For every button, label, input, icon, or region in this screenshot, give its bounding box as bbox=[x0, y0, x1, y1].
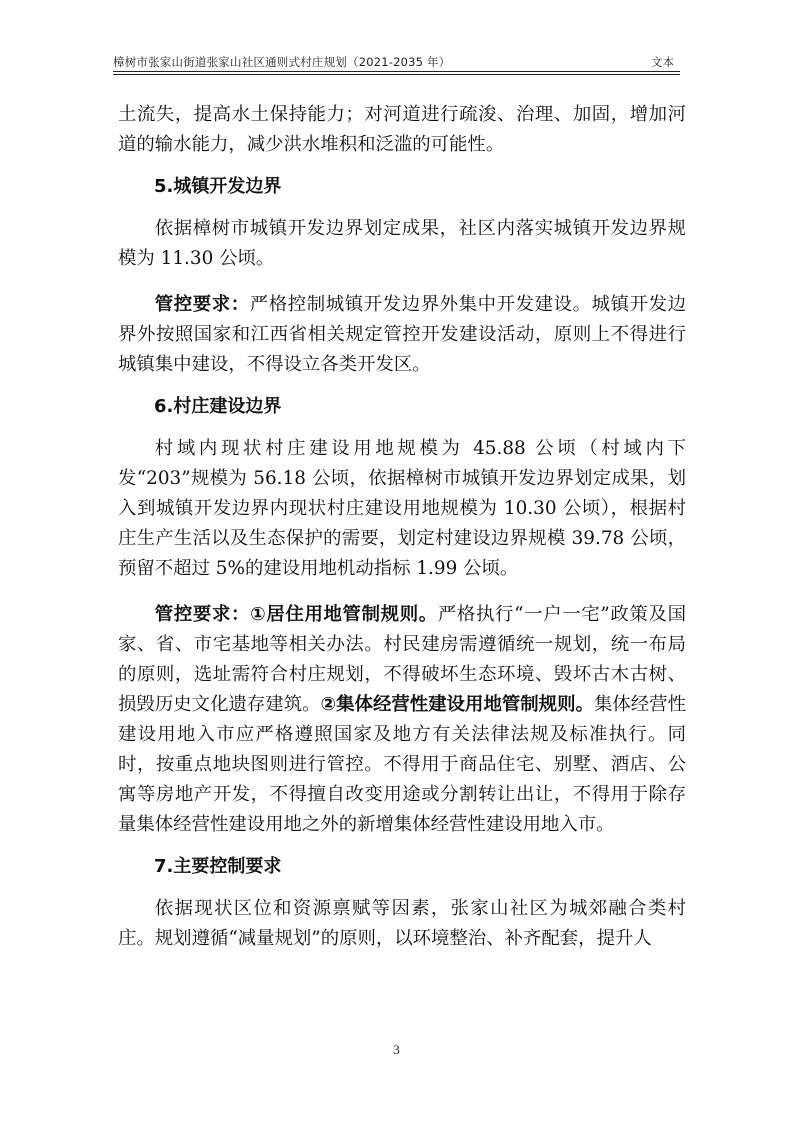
header-title: 樟树市张家山街道张家山社区通则式村庄规划（2021-2035 年） bbox=[113, 55, 451, 69]
paragraph-main-control: 依据现状区位和资源禀赋等因素，张家山社区为城郊融合类村庄。规划遵循“减量规划”的原则，以环境整治、补齐配套，提升人 bbox=[118, 898, 686, 949]
document-body bbox=[118, 100, 686, 954]
paragraph-urban-boundary: 依据樟树市城镇开发边界划定成果，社区内落实城镇开发边界规模为 11.30 公顷。 bbox=[118, 218, 686, 269]
rule-2-title: ②集体经营性建设用地管制规则。 bbox=[320, 694, 594, 715]
paragraph-village-boundary: 村域内现状村庄建设用地规模为 45.88 公顷（村域内下发“203”规模为 56.18 公顷，依据樟树市城镇开发边界划定成果，划入到城镇开发边界内现状村庄建设用地规模为 10.30 公顷），根据村庄生产生活以及生态保护的需要，划定村建设边界规模 39.78 公顷，预留不超过 5%的建设用地机动指标 1.99 公顷。 bbox=[118, 438, 686, 579]
paragraph-control-requirements-1 bbox=[118, 290, 686, 380]
header-tag: 文本 bbox=[651, 55, 674, 69]
control-label: 管控要求： bbox=[154, 294, 250, 315]
rule-2-text: 集体经营性建设用地入市应严格遵照国家及地方有关法律法规及标准执行。同时，按重点地块图则进行管控。不得用于商品住宅、别墅、酒店、公寓等房地产开发，不得擅自改变用途或分割转让出让，不得用于除存量集体经营性建设用地之外的新增集体经营性建设用地入市。 bbox=[118, 694, 686, 835]
section-heading-5: 5.城镇开发边界 bbox=[154, 176, 282, 197]
section-heading-7: 7.主要控制要求 bbox=[154, 856, 282, 877]
page-header bbox=[113, 54, 680, 70]
header-rule-thick bbox=[113, 71, 680, 72]
header-rule-thin bbox=[113, 74, 680, 75]
rule-1-text: 严格执行“一户一宅”政策及国家、省、市宅基地等相关办法。村民建房需遵循统一规划，统一布局的原则，选址需符合村庄规划，不得破坏生态环境、毁坏古木古树、损毁历史文化遗存建筑。 bbox=[118, 604, 686, 715]
rule-1-title: ①居住用地管制规则。 bbox=[250, 604, 438, 625]
control-text: 严格控制城镇开发边界外集中开发建设。城镇开发边界外按照国家和江西省相关规定管控开发建设活动，原则上不得进行城镇集中建设，不得设立各类开发区。 bbox=[118, 294, 686, 375]
page-number: 3 bbox=[393, 1042, 400, 1057]
section-heading-6: 6.村庄建设边界 bbox=[154, 396, 282, 417]
paragraph-control-requirements-2 bbox=[118, 600, 686, 840]
control-label: 管控要求： bbox=[154, 604, 251, 625]
paragraph-continuation: 土流失，提高水土保持能力；对河道进行疏浚、治理、加固，增加河道的输水能力，减少洪水堆积和泛滥的可能性。 bbox=[118, 104, 686, 155]
